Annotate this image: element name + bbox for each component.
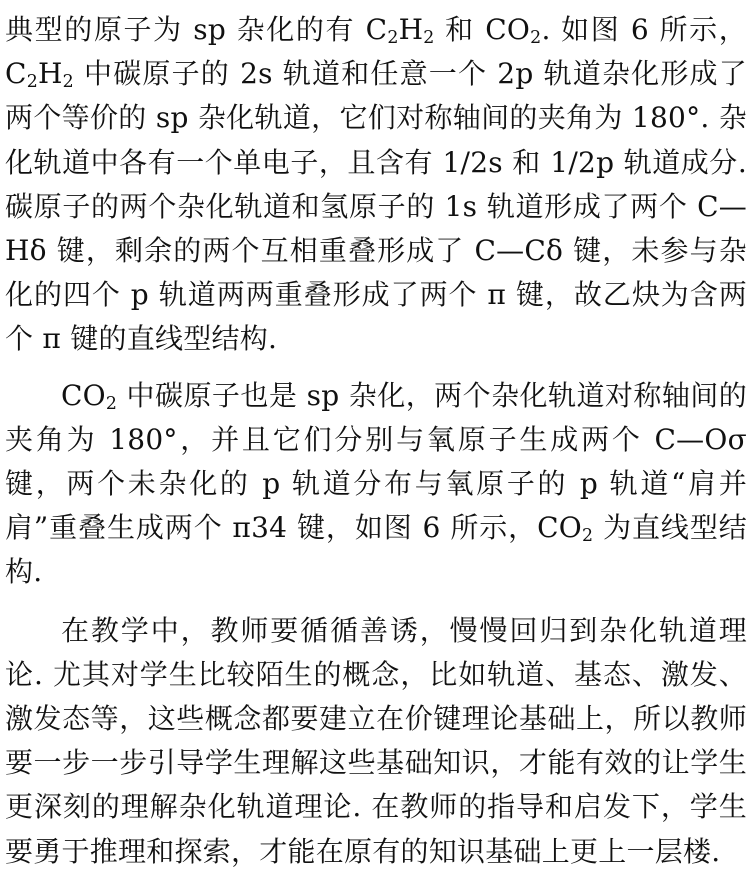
paragraph-2: [5, 374, 747, 595]
text-run: 中碳原子的 2s 轨道和任意一个 2p 轨道杂化形成了两个等价的 sp 杂化轨道，它们对称轴间的夹角为 180°. 杂化轨道中各有一个单电子，且含有 1/2s 和 1/2p 轨道成分. 碳原子的两个杂化轨道和氢原子的 1s 轨道形成了两个 C—Hδ 键，剩余的两个互相重叠形成了 C—Cδ 键，未参与杂化的四个 p 轨道两两重叠形成了两个 π 键，故乙炔为含两个 π 键的直线型结构.: [5, 57, 747, 356]
text-run: 典型的原子为 sp 杂化的有 C: [5, 13, 388, 46]
subscript: 2: [581, 526, 594, 547]
subscript: 2: [26, 72, 38, 93]
subscript: 2: [62, 72, 74, 93]
subscript: 2: [530, 27, 542, 48]
text-run: . 如图 6 所示，C: [5, 13, 747, 91]
text-run: H: [37, 57, 63, 91]
paragraph-1: [5, 8, 747, 362]
paragraph-3: [5, 609, 747, 874]
text-run: 为直线型结构.: [5, 511, 747, 589]
subscript: 2: [387, 27, 399, 48]
text-run: 和 CO: [434, 13, 531, 46]
text-run: 在教学中，教师要循循善诱，慢慢回归到杂化轨道理论. 尤其对学生比较陌生的概念，比如轨道、基态、激发、激发态等，这些概念都要建立在价键理论基础上，所以教师要一步一步引导学生理解这些基础知识，才能有效的让学生更深刻的理解杂化轨道理论. 在教师的指导和启发下，学生要勇于推理和探索，才能在原有的知识基础上更上一层楼.: [5, 613, 747, 868]
text-run: 中碳原子也是 sp 杂化，两个杂化轨道对称轴间的夹角为 180°，并且它们分别与氧原子生成两个 C—Oσ 键，两个未杂化的 p 轨道分布与氧原子的 p 轨道“肩并肩”重叠生成两个 π34 键，如图 6 所示，CO: [5, 378, 747, 545]
subscript: 2: [105, 393, 118, 414]
subscript: 2: [423, 27, 435, 48]
text-run: H: [398, 13, 424, 46]
text-run: CO: [61, 378, 106, 412]
